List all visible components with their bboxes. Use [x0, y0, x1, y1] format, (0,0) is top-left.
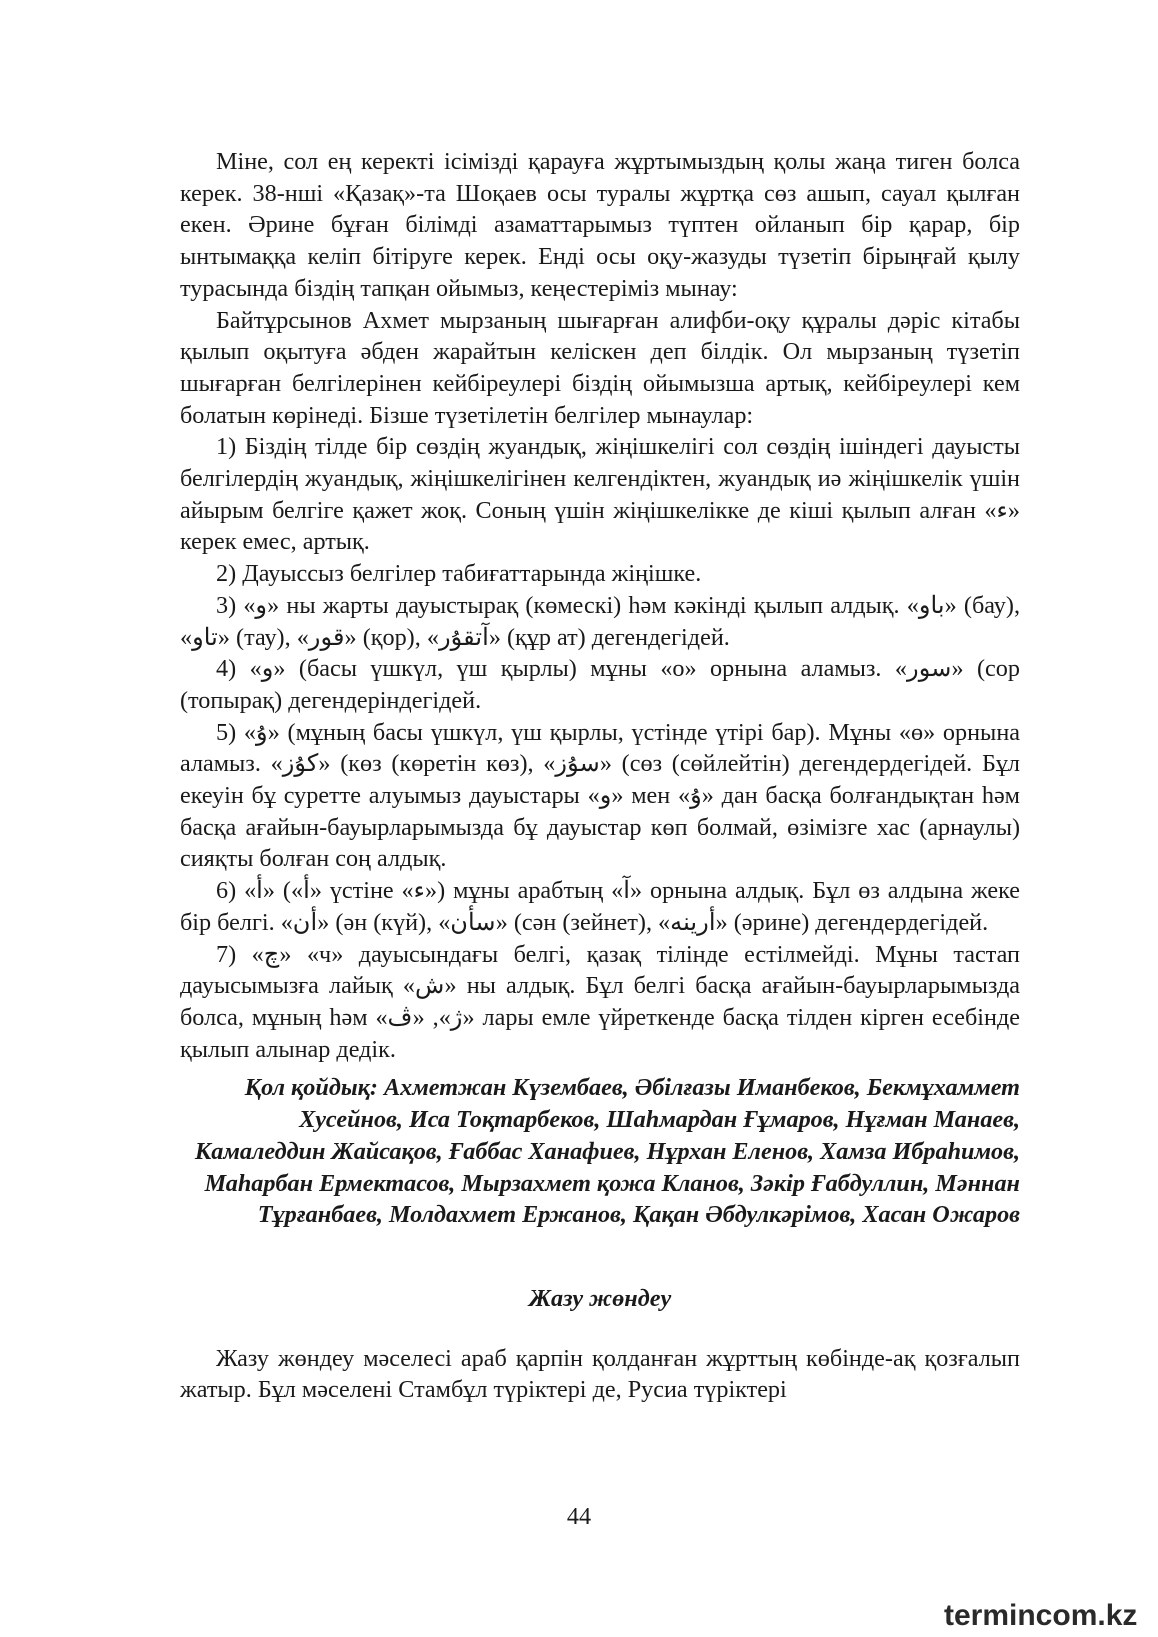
paragraph-item-3: 3) «و» ны жарты дауыстырақ (көмескі) һәм кәкінді қылып алдық. «باو» (бау), «تاو» (тау), «قور» (қор), «آتقۇر» (құр ат) дегендегідей.: [180, 591, 1020, 651]
paragraph-item-6: 6) «أ» («أ» үстіне «ء») мұны арабтың «آ» орнына алдық. Бұл өз алдына жеке бір белгі. «أن» (ән (күй), «سأن» (сән (зейнет), «أرينه» (әрине) дегендердегідей.: [180, 877, 1020, 936]
watermark-text: termincom.kz: [944, 1599, 1138, 1632]
section-heading: Жазу жөндеу: [528, 1284, 672, 1312]
section-paragraph: Жазу жөндеу мәселесі араб қарпін қолданған жұрттың көбінде-ақ қозғалып жатыр. Бұл мәселені Стамбұл түріктері де, Русиа түріктері: [180, 1344, 1020, 1404]
paragraph-item-1: 1) Біздің тілде бір сөздің жуандық, жіңішкелігі сол сөздің ішіндегі дауысты белгілердің жуандық, жіңішкелігінен келгендіктен, жуандық иә жіңішкелік үшін айырым белгіге қажет жоқ. Соның үшін жіңішкелікке де кіші қылып алған «ء» керек емес, артық.: [180, 433, 1020, 556]
paragraph-item-5: 5) «ۇ» (мұның басы үшкүл, үш қырлы, үстінде үтірі бар). Мұны «ө» орнына аламыз. «كۇز» (көз (көретін көз), «سۇز» (сөз (сөйлейтін) дегендердегідей. Бұл екеуін бұ суретте алуымыз дауыстары «و» мен «ۇ» дан басқа болғандықтан һәм басқа ағайын-бауырларымызда бұ дауыстар көп болмай, өзімізге хас (арнаулы) сияқты болған соң алдық.: [180, 718, 1020, 873]
paragraph-2: Байтұрсынов Ахмет мырзаның шығарған алифби-оқу құралы дәріс кітабы қылып оқытуға әбден жарайтын келіскен деп білдік. Ол мырзаның түзетіп шығарған белгілерінен кейбіреулері біздің ойымызша артық, кейбіреулері кем болатын көрінеді. Бізше түзетілетін белгілер мынаулар:: [180, 306, 1020, 429]
page-number: 44: [566, 1503, 592, 1530]
paragraph-item-2: 2) Дауыссыз белгілер табиғаттарында жіңішке.: [216, 560, 702, 588]
page-body: [180, 146, 1020, 1406]
signatories-block: Қол қойдық: Ахметжан Күзембаев, Әбілғазы Иманбеков, Бекмұхаммет Хусейнов, Иса Тоқтарбеков, Шаһмардан Ғұмаров, Нұғман Манаев, Камаледдин Жайсақов, Ғаббас Ханафиев, Нұрхан Еленов, Хамза Ибраһимов, Маһарбан Ермектасов, Мырзахмет қожа Кланов, Зәкір Ғабдуллин, Мәннан Тұрғанбаев, Молдахмет Ержанов, Қақан Әбдулкәрімов, Хасан Ожаров: [194, 1074, 1020, 1229]
paragraph-item-4: 4) «و» (басы үшкүл, үш қырлы) мұны «о» орнына аламыз. «سور» (сор (топырақ) дегендеріндегідей.: [180, 655, 1020, 714]
termincom-logo: [942, 1594, 1142, 1634]
paragraph-1: Міне, сол ең керекті ісімізді қарауға жұртымыздың қолы жаңа тиген болса керек. 38-нші «Қазақ»-та Шоқаев осы туралы жұртқа сөз ашып, сауал қылған екен. Әрине бұған білімді азаматтарымыз түптен ойланып бір қарар, бір ынтымаққа келіп бітіруге керек. Енді осы оқу-жазуды түзетіп бірыңғай қылу турасында біздің тапқан ойымыз, кеңестеріміз мынау:: [180, 148, 1020, 302]
paragraph-item-7: 7) «چ» «ч» дауысындағы белгі, қазақ тілінде естілмейді. Мұны тастап дауысымызға лайық «ش» ны алдық. Бұл белгі басқа ағайын-бауырларымызда болса, мұның һәм «ژ», «ڤ» лары емле үйреткенде басқа тілден кірген есебінде қылып алынар дедік.: [180, 940, 1021, 1063]
